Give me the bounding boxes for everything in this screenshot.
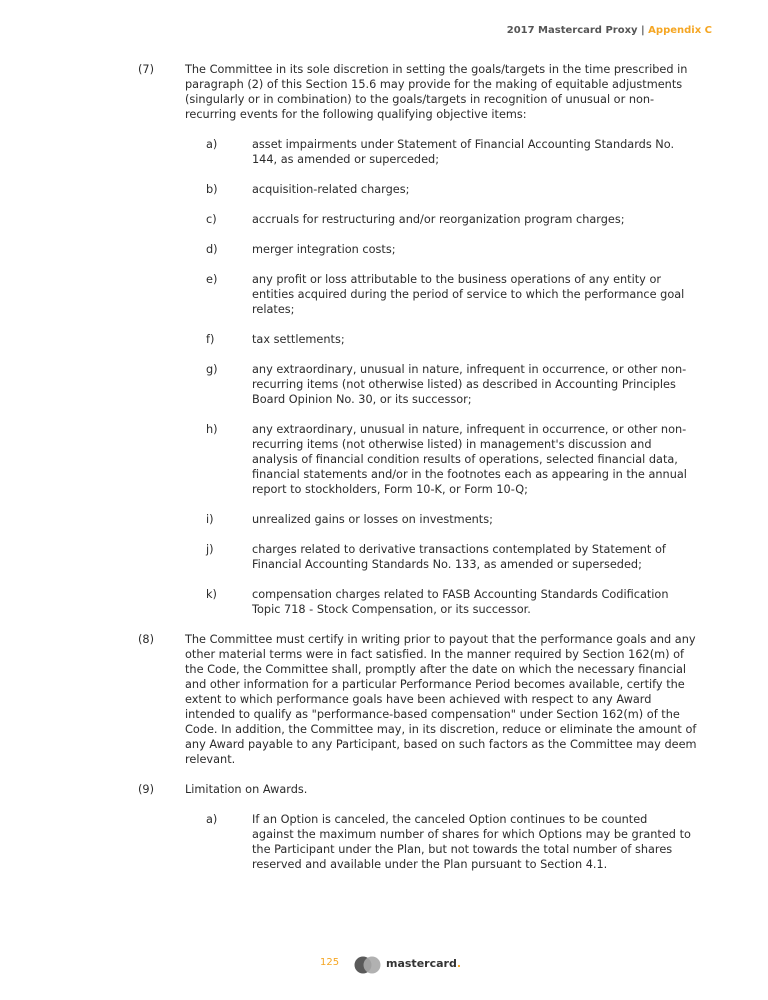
list-item: [0, 137, 768, 167]
page-header: [507, 25, 712, 36]
list-item-text: acquisition-related charges;: [252, 183, 410, 196]
list-item-text: accruals for restructuring and/or reorganization program charges;: [252, 213, 625, 226]
mastercard-logo-icon: [352, 955, 384, 975]
list-item-label: k): [206, 588, 217, 601]
section-number: (7): [138, 63, 155, 76]
list-item-label: e): [206, 273, 218, 286]
section-7: [0, 62, 768, 617]
section-number: (8): [138, 633, 155, 646]
list-item: [0, 332, 768, 347]
brand-wordmark: [386, 957, 461, 970]
list-item-label: b): [206, 183, 218, 196]
section-text: The Committee in its sole discretion in setting the goals/targets in the time prescribed in paragraph (2) of this Section 15.6 may provide for the making of equitable adjustments (singularly or in combination) to the goals/targets in recognition of unusual or non-recurring events for the following qualifying objective items:: [185, 63, 688, 121]
section-9-items: [0, 812, 768, 872]
list-item-label: f): [206, 333, 215, 346]
section-8: [0, 632, 768, 767]
header-section: Appendix C: [648, 25, 712, 36]
document-body: [0, 62, 768, 887]
list-item-text: merger integration costs;: [252, 243, 396, 256]
section-text: The Committee must certify in writing prior to payout that the performance goals and any other material terms were in fact satisfied. In the manner required by Section 162(m) of the Code, the Committee shall, promptly after the date on which the necessary financial and other information for a particular Performance Period becomes available, certify the extent to which performance goals have been achieved with respect to any Award intended to qualify as "performance-based compensation" under Section 162(m) of the Code. In addition, the Committee may, in its discretion, reduce or eliminate the amount of any Award payable to any Participant, based on such factors as the Committee may deem relevant.: [185, 633, 697, 766]
list-item: [0, 362, 768, 407]
page-footer: [0, 955, 768, 975]
list-item-label: d): [206, 243, 218, 256]
list-item: [0, 812, 768, 872]
list-item: [0, 512, 768, 527]
section-9: [0, 782, 768, 872]
section-text: Limitation on Awards.: [185, 783, 308, 796]
list-item-text: any extraordinary, unusual in nature, infrequent in occurrence, or other non-recurring items (not otherwise listed) as described in Accounting Principles Board Opinion No. 30, or its successor;: [252, 363, 687, 406]
logo-circle-right: [364, 957, 381, 974]
list-item: [0, 212, 768, 227]
header-separator: |: [641, 25, 645, 36]
list-item-label: c): [206, 213, 217, 226]
list-item-text: charges related to derivative transactions contemplated by Statement of Financial Accounting Standards No. 133, as amended or superseded;: [252, 543, 666, 571]
list-item: [0, 272, 768, 317]
list-item-text: compensation charges related to FASB Accounting Standards Codification Topic 718 - Stock Compensation, or its successor.: [252, 588, 669, 616]
list-item-label: h): [206, 423, 218, 436]
header-title: 2017 Mastercard Proxy: [506, 25, 638, 36]
page-number: 125: [320, 957, 340, 968]
list-item-label: a): [206, 813, 218, 826]
list-item-text: unrealized gains or losses on investments;: [252, 513, 493, 526]
list-item: [0, 182, 768, 197]
list-item-text: any profit or loss attributable to the business operations of any entity or entities acquired during the period of service to which the performance goal relates;: [252, 273, 685, 316]
list-item-text: If an Option is canceled, the canceled Option continues to be counted against the maximum number of shares for which Options may be granted to the Participant under the Plan, but not towards the total number of shares reserved and available under the Plan pursuant to Section 4.1.: [252, 813, 691, 871]
list-item: [0, 587, 768, 617]
list-item-label: g): [206, 363, 218, 376]
brand-name: mastercard: [386, 957, 457, 970]
list-item-text: any extraordinary, unusual in nature, infrequent in occurrence, or other non-recurring items (not otherwise listed) in management's discussion and analysis of financial condition results of operations, selected financial data, financial statements and/or in the footnotes each as appearing in the annual report to stockholders, Form 10-K, or Form 10-Q;: [252, 423, 687, 496]
brand-mark: .: [456, 957, 462, 970]
section-number: (9): [138, 783, 155, 796]
list-item-label: a): [206, 138, 218, 151]
section-7-items: [0, 137, 768, 617]
list-item-text: asset impairments under Statement of Financial Accounting Standards No. 144, as amended or superceded;: [252, 138, 675, 166]
list-item: [0, 242, 768, 257]
list-item-label: i): [206, 513, 214, 526]
list-item-text: tax settlements;: [252, 333, 345, 346]
list-item: [0, 542, 768, 572]
list-item: [0, 422, 768, 497]
list-item-label: j): [206, 543, 214, 556]
